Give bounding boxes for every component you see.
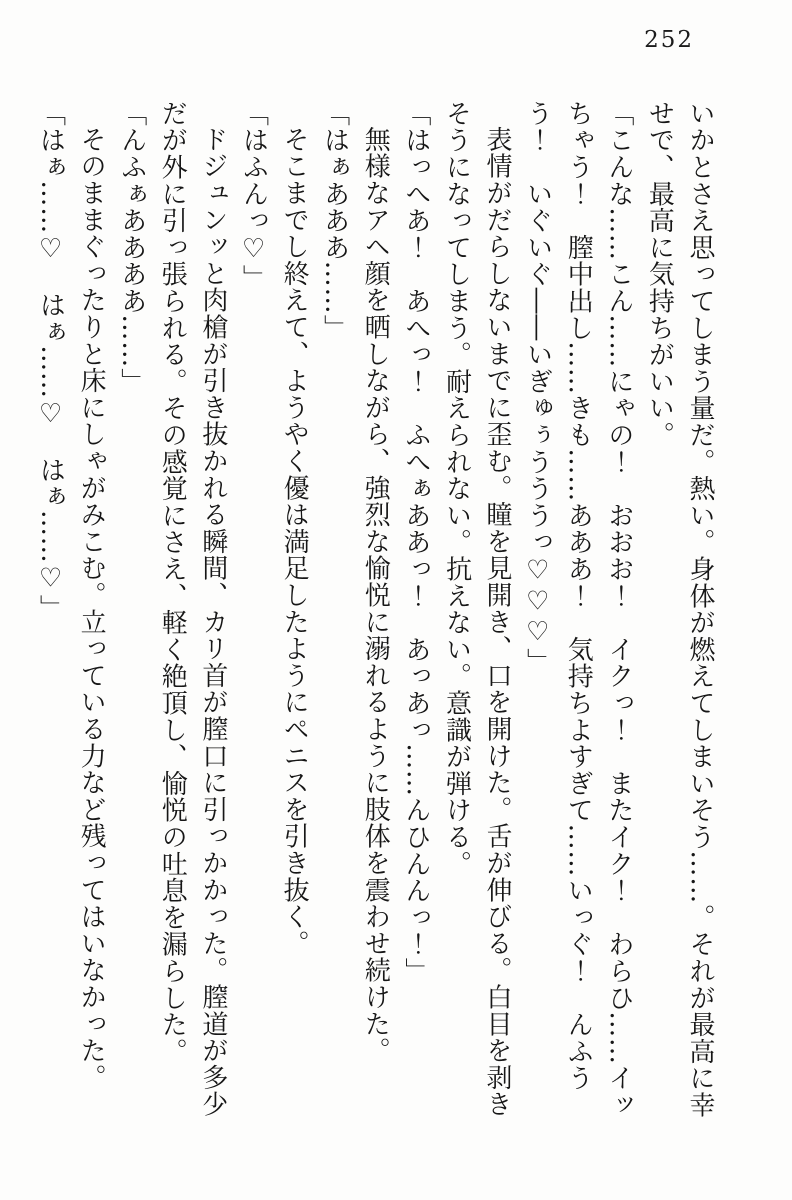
dialogue-line: 「はっへあ！ あへっ！ ふへぁああっ！ あっあっ……んひんんっ！」 [400, 100, 431, 985]
dialogue-line: 「はぁあああ……」 [319, 100, 350, 342]
dialogue-line: 「はぁ……♡ はぁ……♡ はぁ……♡」 [35, 100, 66, 622]
narration-line: そこまでし終えて、ようやく優は満足したようにペニスを引き抜く。 [279, 126, 310, 957]
dialogue-line: 「んふぁああああ……」 [116, 100, 147, 395]
narration-line: 無様なアヘ顔を晒しながら、強烈な愉悦に溺れるように肢体を震わせ続けた。 [360, 126, 391, 1064]
page-text [30, 100, 720, 1120]
dialogue-line: 「こんな……こん……にゃの！ おおお！ イクっ！ またイク！ わらひ……イッちゃう！ 膣中出し……きも……あああ！ 気持ちよすぎて……いっぐ！ んふうう！ いぐいぐ――いぎゅぅうううっ♡♡♡」 [522, 100, 634, 1119]
page-number: 252 [644, 27, 694, 53]
narration-line: いかとさえ思ってしまう量だ。熱い。身体が燃えてしまいそう……。それが最高に幸せで、最高に気持ちがいい。 [644, 100, 715, 1119]
narration-line: そのままぐったりと床にしゃがみこむ。立っている力など残ってはいなかった。 [76, 126, 107, 1091]
narration-line: 表情がだらしないまでに歪む。瞳を見開き、口を開けた。舌が伸びる。白目を剥きそうになってしまう。耐えられない。抗えない。意識が弾ける。 [441, 100, 513, 1118]
dialogue-line: 「はふんっ♡」 [238, 100, 269, 292]
narration-line: ドジュンッと肉槍が引き抜かれる瞬間、カリ首が膣口に引っかかった。膣道が多少だが外に引っ張られる。その感覚にさえ、軽く絶頂し、愉悦の吐息を漏らした。 [157, 100, 228, 1118]
